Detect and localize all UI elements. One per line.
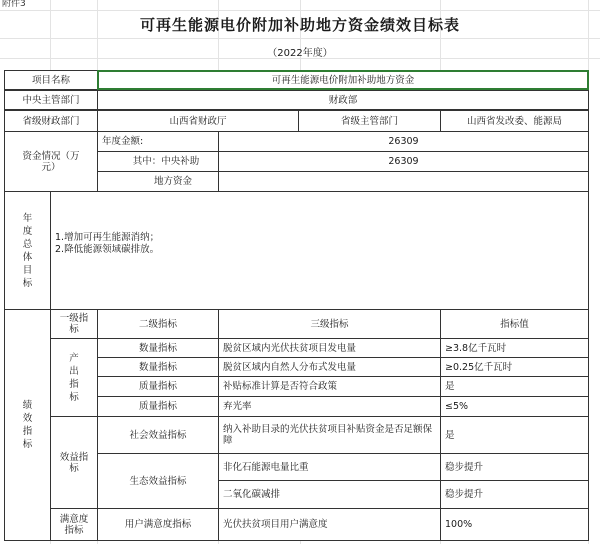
row1-l2: 数量指标 <box>97 338 219 358</box>
row3-l3: 补贴标准计算是否符合政策 <box>218 376 441 397</box>
benefit-label: 效益指标 <box>50 416 98 509</box>
col-l2-header: 二级指标 <box>97 309 219 339</box>
row2-l3: 脱贫区域内自然人分布式发电量 <box>218 357 441 377</box>
funds-total-value[interactable]: 26309 <box>218 131 589 152</box>
gridline <box>0 38 600 39</box>
row2-value[interactable]: ≥0.25亿千瓦时 <box>440 357 589 377</box>
row3-l2: 质量指标 <box>97 376 219 397</box>
output-label-cell <box>50 338 98 417</box>
col-l1-header: 一级指标 <box>50 309 98 339</box>
row1-value[interactable]: ≥3.8亿千瓦时 <box>440 338 589 358</box>
row4-value[interactable]: ≤5% <box>440 396 589 417</box>
attachment-label: 附件3 <box>2 0 26 9</box>
row4-l2: 质量指标 <box>97 396 219 417</box>
page-title: 可再生能源电价附加补助地方资金绩效目标表 <box>139 16 460 34</box>
row6-value[interactable]: 稳步提升 <box>440 453 589 481</box>
project-name-label: 项目名称 <box>4 70 98 90</box>
prov-dept-label: 省级主管部门 <box>298 110 441 132</box>
col-l3-header: 三级指标 <box>218 309 441 339</box>
year-subtitle: （2022年度） <box>267 48 333 59</box>
goal-line-2: 2.降低能源领域碳排放。 <box>55 244 160 255</box>
row4-l3: 弃光率 <box>218 396 441 417</box>
goal-line-1: 1.增加可再生能源消纳； <box>55 232 160 243</box>
row2-l2: 数量指标 <box>97 357 219 377</box>
row5-l3: 纳入补助目录的光伏扶贫项目补贴资金是否足额保障 <box>218 416 441 454</box>
row7-value[interactable]: 稳步提升 <box>440 480 589 509</box>
funds-total-label: 年度金额: <box>97 131 219 152</box>
row8-l2: 用户满意度指标 <box>97 508 219 541</box>
indicators-section-cell <box>4 309 51 541</box>
funds-central-value[interactable]: 26309 <box>218 151 589 172</box>
row8-l3: 光伏扶贫项目用户满意度 <box>218 508 441 541</box>
funds-central-label: 其中：中央补助 <box>97 151 219 172</box>
central-dept-label: 中央主管部门 <box>4 90 98 110</box>
row1-l3: 脱贫区域内光伏扶贫项目发电量 <box>218 338 441 358</box>
satisfaction-label: 满意度指标 <box>50 508 98 541</box>
gridline <box>0 10 600 11</box>
indicators-section-label: 绩效指标 <box>22 400 33 450</box>
central-dept-cell[interactable]: 财政部 <box>97 90 589 110</box>
prov-dept-cell[interactable]: 山西省发改委、能源局 <box>440 110 589 132</box>
row5-value[interactable]: 是 <box>440 416 589 454</box>
col-val-header: 指标值 <box>440 309 589 339</box>
row6-l2: 生态效益指标 <box>97 453 219 509</box>
row8-value[interactable]: 100% <box>440 508 589 541</box>
row3-value[interactable]: 是 <box>440 376 589 397</box>
prov-finance-cell[interactable]: 山西省财政厅 <box>97 110 299 132</box>
row6-l3: 非化石能源电量比重 <box>218 453 441 481</box>
prov-finance-label: 省级财政部门 <box>4 110 98 132</box>
project-name-cell[interactable]: 可再生能源电价附加补助地方资金 <box>97 70 589 90</box>
goals-label: 年度总体目标 <box>22 212 33 289</box>
funds-label: 资金情况（万元） <box>4 131 98 192</box>
goals-label-cell <box>4 191 51 310</box>
funds-local-label: 地方资金 <box>97 171 219 192</box>
output-label: 产出指标 <box>69 352 79 403</box>
funds-local-value[interactable] <box>218 171 589 192</box>
row5-l2: 社会效益指标 <box>97 416 219 454</box>
goals-content[interactable] <box>50 191 589 310</box>
row7-l3: 二氧化碳减排 <box>218 480 441 509</box>
